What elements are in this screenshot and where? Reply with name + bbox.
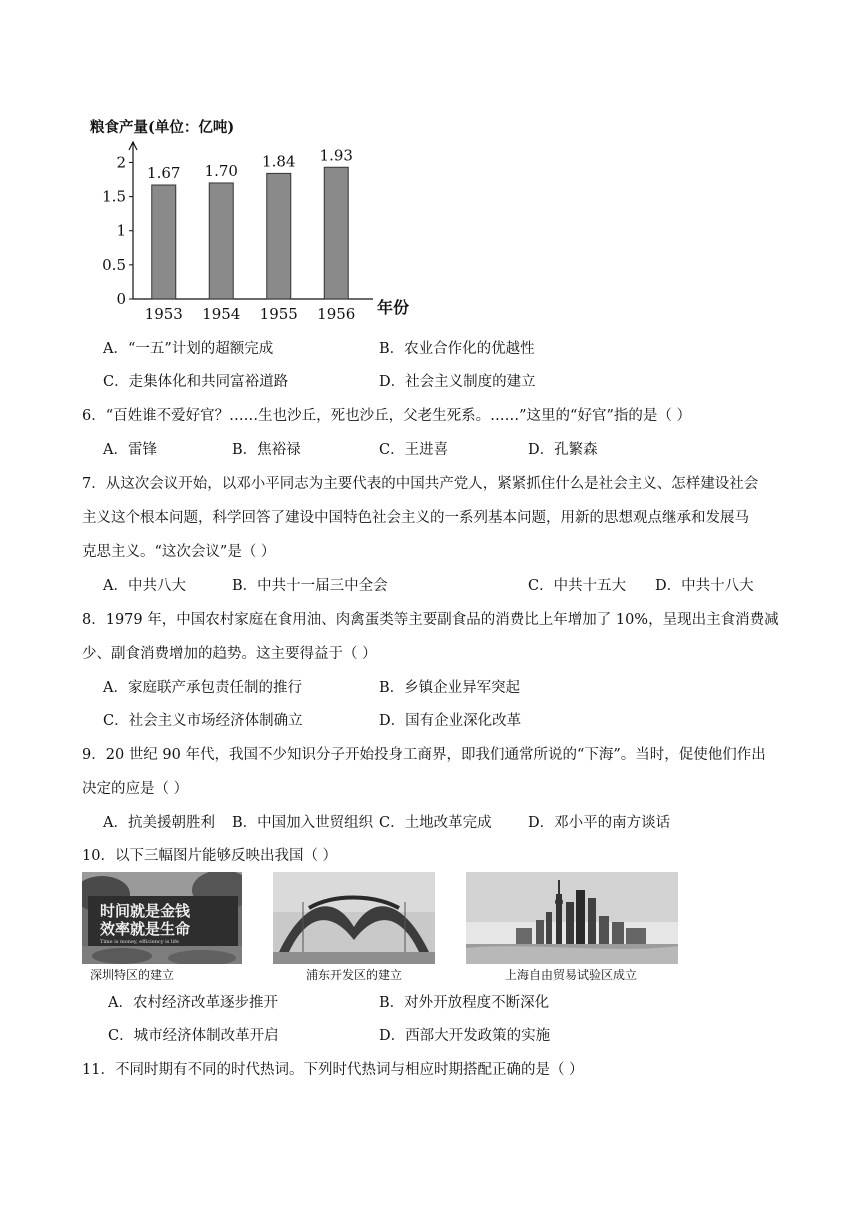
option-text: 城市经济体制改革开启 (133, 1028, 279, 1044)
option-key: C． (379, 815, 405, 831)
q9-option-a[interactable] (103, 811, 215, 832)
option-text: 雷锋 (127, 442, 157, 458)
sign-slogan-line-1: 时间就是金钱 (100, 902, 191, 920)
option-text: 国有企业深化改革 (405, 713, 522, 729)
option-key: D． (379, 1028, 406, 1044)
option-text: 西部大开发政策的实施 (405, 1028, 551, 1044)
caption-shenzhen: 深圳特区的建立 (90, 968, 175, 982)
caption-pudong: 浦东开发区的建立 (306, 968, 403, 982)
option-text: 家庭联产承包责任制的推行 (127, 680, 302, 696)
option-text: “一五”计划的超额完成 (127, 341, 274, 357)
q6-option-d[interactable] (528, 438, 598, 459)
y-tick-label: 1.5 (102, 187, 126, 206)
q9-option-d[interactable] (528, 811, 670, 832)
q7-stem-line-1: 7．从这次会议开始，以邓小平同志为主要代表的中国共产党人，紧紧抓住什么是社会主义、怎样建设社会 (82, 476, 759, 492)
option-key: B． (232, 815, 258, 831)
option-key: B． (232, 578, 258, 594)
shanghai-skyline-photo (466, 872, 678, 964)
q10-option-d[interactable] (379, 1024, 550, 1045)
x-axis-label: 年份 (377, 298, 410, 317)
option-key: B． (232, 442, 258, 458)
chart-canvas (88, 112, 438, 327)
bar-value-label: 1.84 (262, 152, 296, 171)
q9-option-b[interactable] (232, 811, 373, 832)
option-key: B． (379, 341, 405, 357)
option-key: B． (379, 680, 405, 696)
chart-title: 粮食产量(单位：亿吨) (90, 119, 235, 136)
option-key: A． (103, 680, 128, 696)
x-tick-label: 1955 (259, 305, 298, 323)
option-key: A． (103, 442, 128, 458)
y-tick-label: 1 (116, 221, 126, 240)
bar-value-label: 1.70 (204, 161, 238, 180)
q10-stem: 10．以下三幅图片能够反映出我国（ ） (82, 848, 338, 864)
option-text: 中国加入世贸组织 (257, 815, 374, 831)
q7-option-c[interactable] (528, 574, 626, 595)
q7-option-d[interactable] (655, 574, 754, 595)
option-text: 土地改革完成 (404, 815, 492, 831)
bar-value-label: 1.67 (147, 164, 181, 183)
grain-output-bar-chart (88, 112, 438, 327)
bar-1956 (324, 167, 348, 299)
bar-1953 (152, 185, 176, 299)
q9-option-c[interactable] (379, 811, 492, 832)
option-text: 农业合作化的优越性 (404, 341, 535, 357)
x-tick-label: 1956 (317, 305, 356, 323)
option-text: 乡镇企业异军突起 (404, 680, 521, 696)
q5-option-c[interactable] (103, 370, 288, 391)
option-text: 走集体化和共同富裕道路 (128, 374, 289, 390)
option-key: D． (528, 442, 555, 458)
q9-stem-line-1: 9．20 世纪 90 年代，我国不少知识分子开始投身工商界，即我们通常所说的“下海”。当时，促使他们作出 (82, 747, 766, 763)
q7-option-a[interactable] (103, 574, 186, 595)
q6-option-c[interactable] (379, 438, 448, 459)
q6-option-b[interactable] (232, 438, 301, 459)
q8-option-d[interactable] (379, 709, 521, 730)
q9-stem-line-2: 决定的应是（ ） (82, 781, 189, 797)
bar-1954 (209, 183, 233, 299)
option-text: 孔繁森 (554, 442, 598, 458)
q5-option-d[interactable] (379, 370, 536, 391)
caption-shanghai-ftz: 上海自由贸易试验区成立 (505, 968, 638, 982)
q6-option-a[interactable] (103, 438, 157, 459)
option-text: 社会主义制度的建立 (405, 374, 536, 390)
option-key: D． (528, 815, 555, 831)
option-key: D． (379, 713, 406, 729)
q8-option-c[interactable] (103, 709, 303, 730)
q6-stem: 6．“百姓谁不爱好官？……生也沙丘，死也沙丘，父老生死系。……”这里的“好官”指的是（ ） (82, 408, 691, 424)
x-tick-label: 1954 (202, 305, 241, 323)
option-text: 王进喜 (404, 442, 449, 458)
option-text: 中共十一届三中全会 (257, 578, 388, 594)
option-key: D． (379, 374, 406, 390)
option-text: 中共十五大 (553, 578, 627, 594)
option-key: B． (379, 995, 405, 1011)
y-tick-label: 2 (116, 153, 126, 172)
option-text: 农村经济改革逐步推开 (132, 995, 278, 1011)
q10-option-a[interactable] (108, 991, 278, 1012)
q8-stem-line-1: 8．1979 年，中国农村家庭在食用油、肉禽蛋类等主要副食品的消费比上年增加了 10%，呈现出主食消费减 (82, 612, 779, 628)
y-tick-label: 0.5 (102, 255, 126, 274)
pudong-gate-photo (273, 872, 435, 964)
option-key: C． (103, 713, 129, 729)
q7-stem-line-2: 主义这个根本问题，科学回答了建设中国特色社会主义的一系列基本问题，用新的思想观点继承和发展马 (82, 510, 749, 526)
q7-option-b[interactable] (232, 574, 388, 595)
sign-slogan-english: Time is money, efficiency is life (100, 939, 179, 945)
option-text: 中共十八大 (681, 578, 754, 594)
option-text: 邓小平的南方谈话 (554, 815, 671, 831)
option-text: 焦裕禄 (257, 442, 301, 458)
q8-option-b[interactable] (379, 676, 520, 697)
option-key: D． (655, 578, 682, 594)
shenzhen-sign-photo (82, 872, 242, 964)
q8-stem-line-2: 少、副食消费增加的趋势。这主要得益于（ ） (82, 646, 377, 662)
option-key: C． (528, 578, 554, 594)
q10-option-c[interactable] (108, 1024, 279, 1045)
option-key: A． (103, 815, 128, 831)
x-tick-label: 1953 (144, 305, 183, 323)
option-key: C． (379, 442, 405, 458)
bar-value-label: 1.93 (319, 146, 353, 165)
q7-stem-line-3: 克思主义。“这次会议”是（ ） (82, 544, 276, 560)
option-text: 抗美援朝胜利 (127, 815, 215, 831)
q11-stem: 11．不同时期有不同的时代热词。下列时代热词与相应时期搭配正确的是（ ） (82, 1062, 584, 1078)
option-key: A． (103, 578, 128, 594)
option-key: C． (103, 374, 129, 390)
q8-option-a[interactable] (103, 676, 302, 697)
sign-slogan-line-2: 效率就是生命 (100, 920, 191, 938)
q5-option-b[interactable] (379, 337, 535, 358)
option-key: A． (108, 995, 133, 1011)
q10-option-b[interactable] (379, 991, 549, 1012)
y-tick-label: 0 (116, 290, 126, 308)
option-text: 中共八大 (127, 578, 186, 594)
bar-1955 (267, 173, 291, 299)
option-key: A． (103, 341, 128, 357)
q5-option-a[interactable] (103, 337, 273, 358)
option-text: 对外开放程度不断深化 (404, 995, 550, 1011)
option-key: C． (108, 1028, 134, 1044)
option-text: 社会主义市场经济体制确立 (128, 713, 303, 729)
